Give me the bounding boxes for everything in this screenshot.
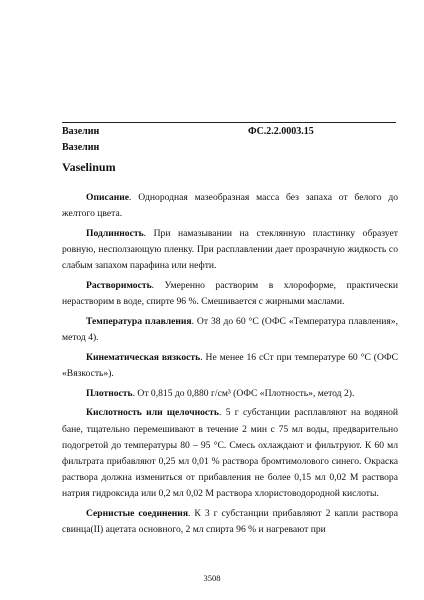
section-label: Кислотность или щелочность bbox=[86, 407, 219, 419]
latin-title: Vaselinum bbox=[62, 160, 116, 174]
section-text: От 0,815 до 0,880 г/см³ (ОФС «Плотность», метод 2). bbox=[137, 387, 355, 399]
section-solubility: Растворимость. Умеренно растворим в хлороформе, практически нерастворим в воде, спирте 96 %. Смешивается с жирными маслами. bbox=[62, 280, 398, 308]
section-text: От 38 до 60 °С (ОФС «Температура плавления», метод 4). bbox=[62, 315, 399, 344]
top-rule bbox=[62, 122, 396, 123]
article-title: Вазелин bbox=[62, 126, 100, 137]
section-text: Умеренно растворим в хлороформе, практически нерастворим в воде, спирте 96 %. Смешивается с жирными маслами. bbox=[62, 280, 398, 308]
document-code: ФС.2.2.0003.15 bbox=[248, 126, 314, 137]
article-subtitle: Вазелин bbox=[62, 142, 100, 153]
document-body bbox=[62, 190, 398, 542]
section-identity: Подлинность. При намазывании на стеклянную пластинку образует ровную, несползающую пленку. При расплавлении дает прозрачную жидкость со слабым запахом парафина или нефти. bbox=[62, 227, 399, 272]
section-sulfur-compounds: Сернистые соединения. К 3 г субстанции прибавляют 2 капли раствора свинца(II) ацетата основного, 2 мл спирта 96 % и нагревают при bbox=[62, 508, 398, 536]
section-label: Температура плавления bbox=[86, 315, 192, 327]
section-text: К 3 г субстанции прибавляют 2 капли раствора свинца(II) ацетата основного, 2 мл спирта 96 % и нагревают при bbox=[62, 508, 398, 536]
section-kinematic-viscosity: Кинематическая вязкость. Не менее 16 сСт при температуре 60 °С (ОФС «Вязкость»). bbox=[62, 351, 399, 380]
section-text: Не менее 16 сСт при температуре 60 °С (ОФС «Вязкость»). bbox=[62, 351, 399, 380]
section-label: Кинематическая вязкость bbox=[86, 351, 201, 363]
section-text: При намазывании на стеклянную пластинку образует ровную, несползающую пленку. При расплавлении дает прозрачную жидкость со слабым запахом парафина или нефти. bbox=[62, 227, 399, 272]
section-text: Однородная мазеобразная масса без запаха от белого до желтого цвета. bbox=[62, 192, 399, 220]
section-label: Подлинность bbox=[86, 227, 144, 239]
section-label: Описание bbox=[86, 192, 130, 203]
section-density: Плотность. От 0,815 до 0,880 г/см³ (ОФС «Плотность», метод 2). bbox=[86, 387, 355, 399]
section-label: Растворимость bbox=[86, 280, 152, 292]
section-acidity-alkalinity: Кислотность или щелочность. 5 г субстанции расплавляют на водяной бане, тщательно перемешивают в течение 2 мин с 75 мл воды, предварительно подогретой до температуры 80 – 95 °С. Смесь охлаждают и фильтруют. К 60 мл фильтрата прибавляют 0,25 мл 0,01 % раствора бромтимолового синего. Окраска раствора должна измениться от прибавления не более 0,15 мл 0,02 М раствора натрия гидроксида или 0,2 мл 0,02 М раствора хлористоводородной кислоты. bbox=[62, 407, 399, 500]
section-melting-point: Температура плавления. От 38 до 60 °С (ОФС «Температура плавления», метод 4). bbox=[62, 315, 399, 344]
section-label: Сернистые соединения bbox=[86, 508, 189, 520]
section-label: Плотность bbox=[86, 387, 133, 399]
section-text: 5 г субстанции расплавляют на водяной бане, тщательно перемешивают в течение 2 мин с 75 мл воды, предварительно подогретой до температуры 80 – 95 °С. Смесь охлаждают и фильтруют. К 60 мл фильтрата прибавляют 0,25 мл 0,01 % раствора бромтимолового синего. Окраска раствора должна измениться от прибавления не более 0,15 мл 0,02 М раствора натрия гидроксида или 0,2 мл 0,02 М раствора хлористоводородной кислоты. bbox=[62, 407, 399, 500]
section-description: Описание. Однородная мазеобразная масса без запаха от белого до желтого цвета. bbox=[62, 192, 399, 220]
page-number: 3508 bbox=[203, 573, 221, 583]
